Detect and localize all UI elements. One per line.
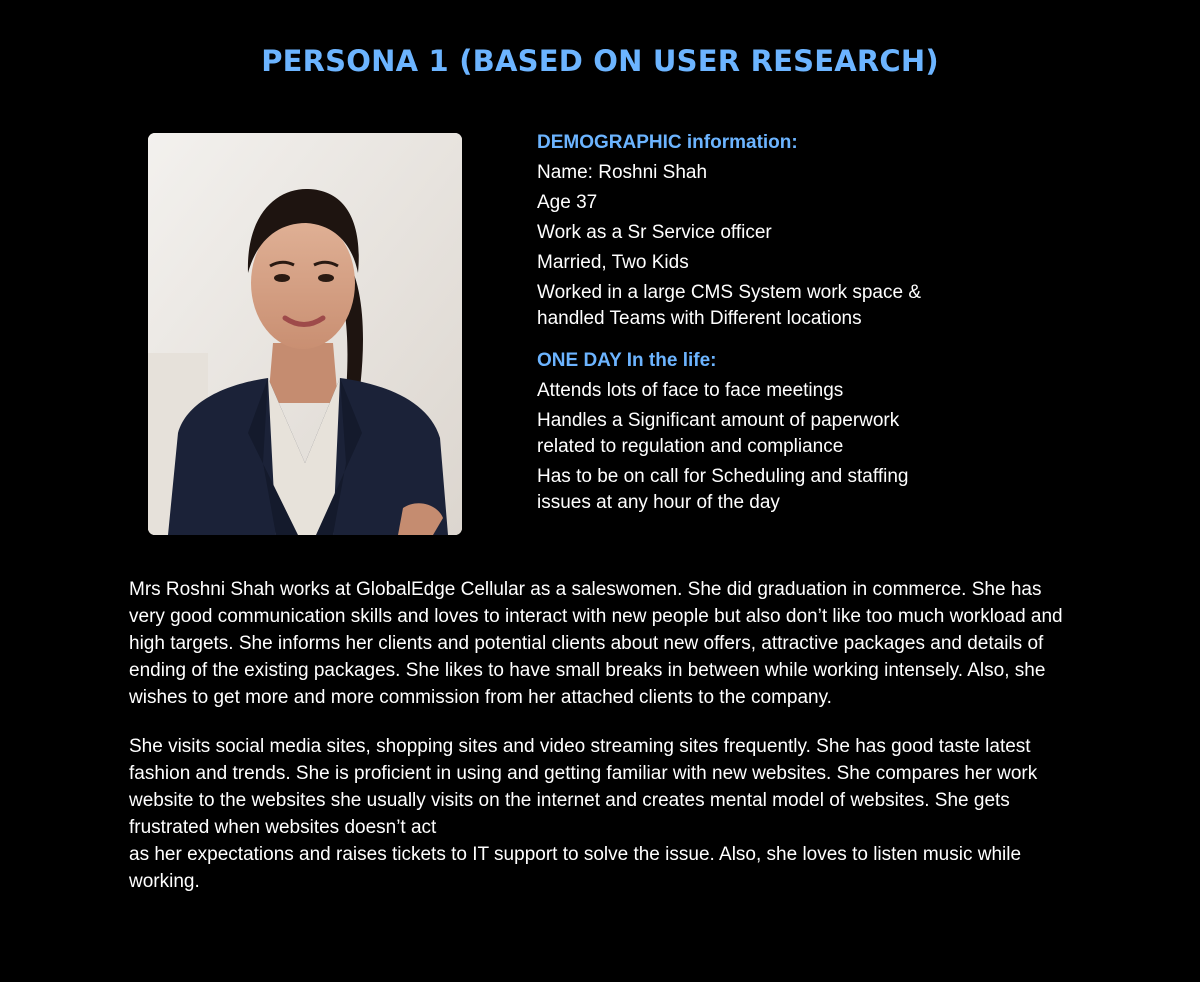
- persona-family: Married, Two Kids: [537, 252, 689, 273]
- persona-experience-line-2: handled Teams with Different locations: [537, 308, 862, 329]
- one-day-item-2-line-2: related to regulation and compliance: [537, 436, 844, 457]
- persona-work: Work as a Sr Service officer: [537, 222, 772, 243]
- persona-age: Age 37: [537, 192, 598, 213]
- bio-paragraph-2-part-2: as her expectations and raises tickets to IT support to solve the issue. Also, she loves to listen music while working.: [129, 844, 1022, 892]
- persona-photo: [148, 133, 462, 535]
- one-day-item-3-line-2: issues at any hour of the day: [537, 492, 780, 513]
- one-day-item-3-line-1: Has to be on call for Scheduling and staffing: [537, 466, 909, 487]
- one-day-heading: ONE DAY In the life:: [537, 350, 717, 371]
- one-day-item-2-line-1: Handles a Significant amount of paperwork: [537, 410, 900, 431]
- one-day-item-1: Attends lots of face to face meetings: [537, 380, 844, 401]
- persona-portrait-illustration: [148, 133, 462, 535]
- persona-name: Name: Roshni Shah: [537, 162, 708, 183]
- page-title: PERSONA 1 (BASED ON USER RESEARCH): [261, 44, 939, 78]
- persona-details: [537, 130, 977, 520]
- bio-paragraph-2-part-1: She visits social media sites, shopping sites and video streaming sites frequently. She has good taste latest fashion and trends. She is proficient in using and getting familiar with new websites. She compares her work website to the websites she usually visits on the internet and creates mental model of websites. She gets frustrated when websites doesn’t act: [129, 736, 1038, 838]
- persona-bio: [129, 576, 1074, 917]
- persona-experience-line-1: Worked in a large CMS System work space &: [537, 282, 922, 303]
- bio-paragraph-2: [129, 733, 1074, 895]
- bio-paragraph-1: Mrs Roshni Shah works at GlobalEdge Cellular as a saleswomen. She did graduation in commerce. She has very good communication skills and loves to interact with new people but also don’t like too much workload and high targets. She informs her clients and potential clients about new offers, attractive packages and details of ending of the existing packages. She likes to have small breaks in between while working intensely. Also, she wishes to get more and more commission from her attached clients to the company.: [129, 579, 1063, 708]
- demographic-heading: DEMOGRAPHIC information:: [537, 132, 798, 153]
